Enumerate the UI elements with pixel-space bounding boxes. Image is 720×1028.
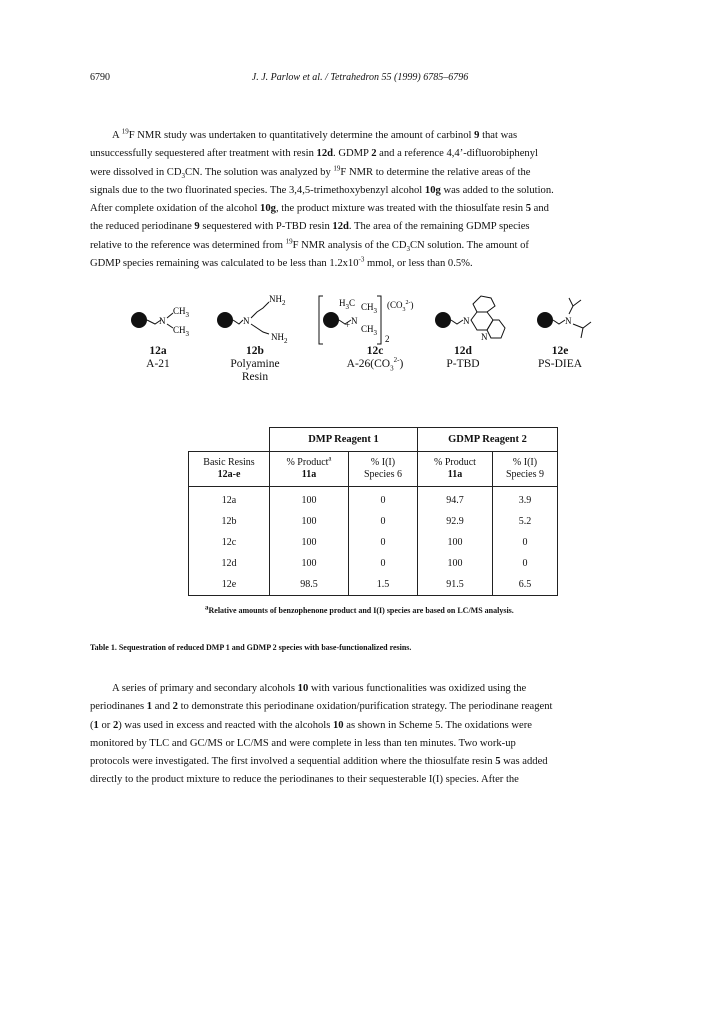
text-line: (1 or 2) was used in excess and reacted with the alcohols 10 as shown in Scheme 5. The oxidations were bbox=[90, 719, 532, 731]
col-header-ii-species-6: % I(I) Species 6 bbox=[349, 452, 418, 487]
col-header-product-dmp: % Product$^a$ 11a bbox=[270, 452, 349, 487]
col-header-basic-resins: Basic Resins 12a-e bbox=[189, 452, 270, 487]
svg-text:H3C: $H_3C$ bbox=[339, 298, 356, 311]
resin-labels bbox=[110, 345, 610, 393]
table-row: 12d 100 0 100 0 bbox=[189, 553, 558, 574]
label-12a: 12a A-21 bbox=[146, 345, 170, 370]
sequestration-table bbox=[188, 427, 558, 596]
paragraph-oxidation-series bbox=[90, 680, 635, 790]
structure-12c bbox=[319, 296, 414, 344]
resin-bead-icon bbox=[537, 312, 553, 328]
svg-text:N: N bbox=[565, 316, 572, 326]
col-header-product-gdmp: % Product 11a bbox=[418, 452, 493, 487]
text-line: After complete oxidation of the alcohol 10g, the product mixture was treated with the thiosulfate resin 5 and bbox=[90, 203, 549, 215]
text-line: A $^{19}$F NMR study was undertaken to quantitatively determine the amount of carbinol 9 that was bbox=[112, 127, 518, 141]
structure-12b bbox=[217, 294, 288, 345]
label-12e: 12e PS-DIEA bbox=[537, 345, 583, 370]
header-dmp-reagent: DMP Reagent 1 bbox=[270, 428, 418, 452]
table-row: 12a 100 0 94.7 3.9 bbox=[189, 487, 558, 512]
page-number: 6790 bbox=[90, 72, 110, 83]
text-line: periodinanes 1 and 2 to demonstrate this periodinane oxidation/purification strategy. The periodinane reagent bbox=[90, 701, 553, 713]
resin-bead-icon bbox=[217, 312, 233, 328]
label-12c: 12c $A-26(CO_3^{2-})$ bbox=[346, 345, 404, 373]
text-line: A series of primary and secondary alcohols 10 with various functionalities was oxidized using the bbox=[112, 683, 527, 694]
running-head: J. J. Parlow et al. / Tetrahedron 55 (1999) 6785–6796 bbox=[251, 72, 469, 83]
svg-text:N: N bbox=[351, 316, 358, 326]
text-line: GDMP species remaining was calculated to be less than $1.2x10^{-3}$ mmol, or less than 0.5%. bbox=[90, 255, 473, 270]
table-footnote: $^a$Relative amounts of benzophenone product and I(I) species are based on LC/MS analysis. bbox=[205, 603, 514, 615]
text-line: unsuccessfully sequestered after treatment with resin 12d. GDMP 2 and a reference 4,4’-difluorobiphenyl bbox=[90, 148, 538, 160]
text-line: signals due to the two fluorinated species. The 3,4,5-trimethoxybenzyl alcohol 10g was added to the solution. bbox=[90, 184, 554, 196]
svg-text:+: + bbox=[345, 320, 351, 330]
page-header bbox=[90, 72, 630, 88]
svg-text:2: 2 bbox=[385, 334, 390, 344]
text-line: monitored by TLC and GC/MS or LC/MS and were complete in less than ten minutes. Two work-up bbox=[90, 737, 516, 749]
svg-text:N: N bbox=[243, 316, 250, 326]
svg-text:CH3: $CH_3$ bbox=[173, 306, 190, 319]
structure-12e bbox=[537, 298, 591, 338]
label-12d: 12d P-TBD bbox=[446, 345, 480, 370]
label-12b: 12b Polyamine Resin bbox=[230, 345, 280, 383]
text-line: were dissolved in $CD_3CN$. The solution was analyzed by $^{19}$F NMR to determine the relative areas of the bbox=[90, 164, 531, 180]
table-row: 12c 100 0 100 0 bbox=[189, 532, 558, 553]
svg-text:N: N bbox=[463, 316, 470, 326]
table-caption: Table 1. Sequestration of reduced DMP 1 and GDMP 2 species with base-functionalized resins. bbox=[90, 643, 412, 652]
structure-12a bbox=[131, 306, 190, 338]
svg-text:CH3: $CH_3$ bbox=[361, 302, 378, 315]
text-line: relative to the reference was determined from $^{19}$F NMR analysis of the $CD_3CN$ solution. The amount of bbox=[90, 237, 529, 253]
structure-12d bbox=[435, 296, 505, 342]
header-gdmp-reagent: GDMP Reagent 2 bbox=[418, 428, 558, 452]
svg-text:N: N bbox=[481, 332, 488, 342]
paragraph-nmr-study bbox=[90, 127, 635, 273]
text-line: the reduced periodinane 9 sequestered with P-TBD resin 12d. The area of the remaining GDMP species bbox=[90, 221, 530, 233]
col-header-ii-species-9: % I(I) Species 9 bbox=[493, 452, 558, 487]
resin-bead-icon bbox=[131, 312, 147, 328]
table-row: 12b 100 0 92.9 5.2 bbox=[189, 511, 558, 532]
svg-text:NH2: $NH_2$ bbox=[269, 294, 286, 307]
svg-text:(CO32-): $(CO_3^{2-})$ bbox=[387, 300, 414, 313]
svg-text:N: N bbox=[159, 316, 166, 326]
svg-text:CH3: $CH_3$ bbox=[173, 325, 190, 338]
resin-bead-icon bbox=[435, 312, 451, 328]
resin-bead-icon bbox=[323, 312, 339, 328]
text-line: directly to the product mixture to reduce the periodinanes to their sequesterable I(I) species. After the bbox=[90, 774, 519, 786]
svg-text:NH2: $NH_2$ bbox=[271, 332, 288, 345]
svg-text:CH3: $CH_3$ bbox=[361, 324, 378, 337]
table-row: 12e 98.5 1.5 91.5 6.5 bbox=[189, 574, 558, 596]
text-line: protocols were investigated. The first involved a sequential addition where the thiosulfate resin 5 was added bbox=[90, 756, 548, 768]
